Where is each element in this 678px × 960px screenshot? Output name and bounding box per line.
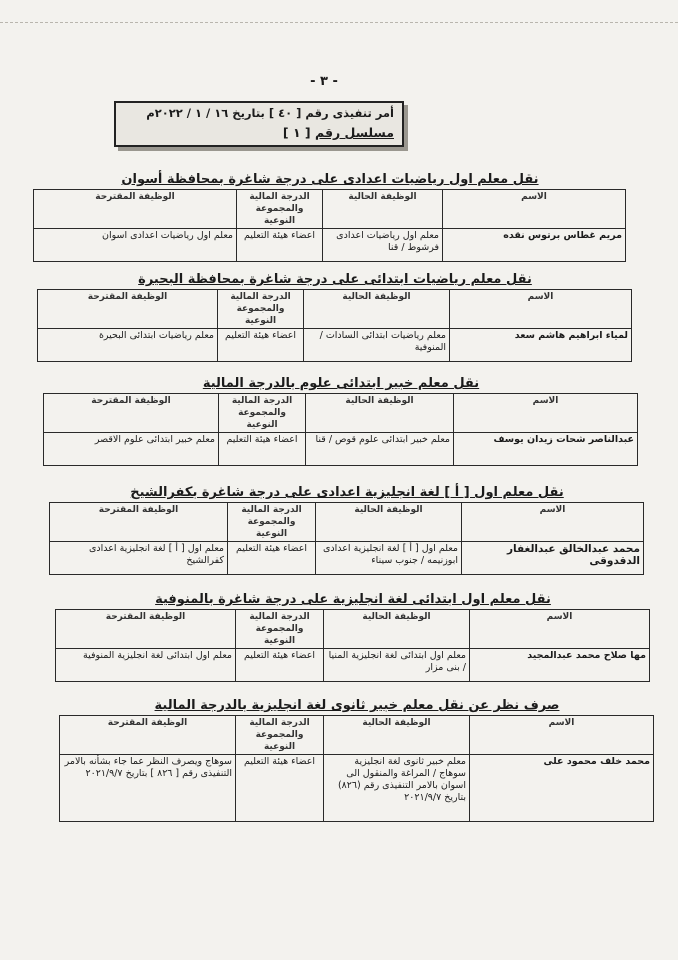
col-grade-header: الدرجة المالية والمجموعة النوعية	[228, 503, 316, 542]
col-name-header: الاسم	[454, 394, 638, 433]
employee-name: مها صلاح محمد عبدالمجيد	[470, 649, 650, 682]
employee-name: محمد خلف محمود على	[470, 755, 654, 822]
col-current-job-header: الوظيفة الحالية	[324, 716, 470, 755]
serial-value: [ ١ ]	[282, 125, 311, 140]
table-row	[38, 329, 632, 362]
transfer-table	[37, 289, 632, 362]
grade-group: اعضاء هيئة التعليم	[236, 649, 324, 682]
col-name-header: الاسم	[443, 190, 626, 229]
proposed-job: معلم اول رياضيات اعدادى اسوان	[34, 229, 237, 262]
transfer-section	[60, 698, 654, 822]
col-name-header: الاسم	[462, 503, 644, 542]
transfer-table	[49, 502, 644, 575]
section-title: نقل معلم رياضيات ابتدائى على درجة شاغرة بمحافظة البحيرة	[138, 272, 532, 287]
col-grade-header: الدرجة المالية والمجموعة النوعية	[236, 610, 324, 649]
current-job: معلم اول [ أ ] لغة انجليزية اعدادى ابوزنيمه / جنوب سيناء	[316, 542, 462, 575]
col-proposed-job-header: الوظيفة المقترحة	[38, 290, 218, 329]
section-title: نقل معلم اول رياضيات اعدادى على درجة شاغرة بمحافظة أسوان	[121, 172, 539, 187]
section-title: نقل معلم خبير ابتدائى علوم بالدرجة المالية	[202, 376, 480, 391]
serial-line	[124, 125, 394, 140]
col-proposed-job-header: الوظيفة المقترحة	[56, 610, 236, 649]
proposed-job: معلم اول [ أ ] لغة انجليزية اعدادى كفرالشيخ	[50, 542, 228, 575]
col-grade-header: الدرجة المالية والمجموعة النوعية	[236, 716, 324, 755]
employee-name: لمياء ابراهيم هاشم سعد	[450, 329, 632, 362]
grade-group: اعضاء هيئة التعليم	[236, 755, 324, 822]
col-current-job-header: الوظيفة الحالية	[306, 394, 454, 433]
transfer-section	[34, 172, 626, 262]
table-row	[34, 229, 626, 262]
proposed-job: معلم خبير ابتدائى علوم الاقصر	[44, 433, 219, 466]
transfer-table	[33, 189, 626, 262]
current-job: معلم خبير ابتدائى علوم قوص / قنا	[306, 433, 454, 466]
col-current-job-header: الوظيفة الحالية	[323, 190, 443, 229]
transfer-section	[56, 592, 650, 682]
col-proposed-job-header: الوظيفة المقترحة	[50, 503, 228, 542]
grade-group: اعضاء هيئة التعليم	[218, 329, 304, 362]
table-row	[44, 433, 638, 466]
col-proposed-job-header: الوظيفة المقترحة	[44, 394, 219, 433]
employee-name: مريم غطاس برتوس نقده	[443, 229, 626, 262]
col-grade-header: الدرجة المالية والمجموعة النوعية	[237, 190, 323, 229]
grade-group: اعضاء هيئة التعليم	[237, 229, 323, 262]
col-current-job-header: الوظيفة الحالية	[304, 290, 450, 329]
transfer-section	[50, 485, 644, 575]
transfer-table	[55, 609, 650, 682]
col-proposed-job-header: الوظيفة المقترحة	[34, 190, 237, 229]
proposed-job: معلم اول ابتدائى لغة انجليزية المنوفية	[56, 649, 236, 682]
section-title: نقل معلم اول [ أ ] لغة انجليزية اعدادى على درجة شاغرة بكفرالشيخ	[130, 485, 564, 500]
col-name-header: الاسم	[470, 610, 650, 649]
transfer-table	[59, 715, 654, 822]
col-current-job-header: الوظيفة الحالية	[324, 610, 470, 649]
top-dashed-line	[0, 22, 678, 24]
col-current-job-header: الوظيفة الحالية	[316, 503, 462, 542]
section-title: نقل معلم اول ابتدائى لغة انجليزية على درجة شاغرة بالمنوفية	[155, 592, 551, 607]
current-job: معلم رياضيات ابتدائى السادات / المنوفية	[304, 329, 450, 362]
transfer-table	[43, 393, 638, 466]
page-number: - ٣ -	[310, 74, 338, 89]
transfer-section	[44, 376, 638, 466]
current-job: معلم خبير ثانوى لغة انجليزية سوهاج / المراغة والمنقول الى اسوان بالامر التنفيذى رقم (٨٢٦) بتاريخ ٢٠٢١/٩/٧	[324, 755, 470, 822]
col-name-header: الاسم	[470, 716, 654, 755]
table-row	[56, 649, 650, 682]
table-row	[50, 542, 644, 575]
grade-group: اعضاء هيئة التعليم	[219, 433, 306, 466]
current-job: معلم اول ابتدائى لغة انجليزية المنيا / بنى مزار	[324, 649, 470, 682]
proposed-job: معلم رياضيات ابتدائى البحيرة	[38, 329, 218, 362]
proposed-job: سوهاج ويصرف النظر عما جاء بشأنه بالامر التنفيذى رقم [ ٨٢٦ ] بتاريخ ٢٠٢١/٩/٧	[60, 755, 236, 822]
grade-group: اعضاء هيئة التعليم	[228, 542, 316, 575]
employee-name: محمد عبدالخالق عبدالغفار الدقدوقى	[462, 542, 644, 575]
current-job: معلم اول رياضيات اعدادى فرشوط / قنا	[323, 229, 443, 262]
serial-label: مسلسل رقم	[315, 125, 394, 140]
table-row	[60, 755, 654, 822]
transfer-section	[38, 272, 632, 362]
col-proposed-job-header: الوظيفة المقترحة	[60, 716, 236, 755]
employee-name: عبدالناصر شحات زيدان يوسف	[454, 433, 638, 466]
col-grade-header: الدرجة المالية والمجموعة النوعية	[218, 290, 304, 329]
section-title: صرف نظر عن نقل معلم خبير ثانوى لغة انجليزية بالدرجة المالية	[154, 698, 560, 713]
order-number-line: أمر تنفيذى رقم [ ٤٠ ] بتاريخ ١٦ / ١ / ٢٠٢٢م	[146, 106, 394, 120]
order-header-box	[114, 101, 404, 147]
col-name-header: الاسم	[450, 290, 632, 329]
col-grade-header: الدرجة المالية والمجموعة النوعية	[219, 394, 306, 433]
